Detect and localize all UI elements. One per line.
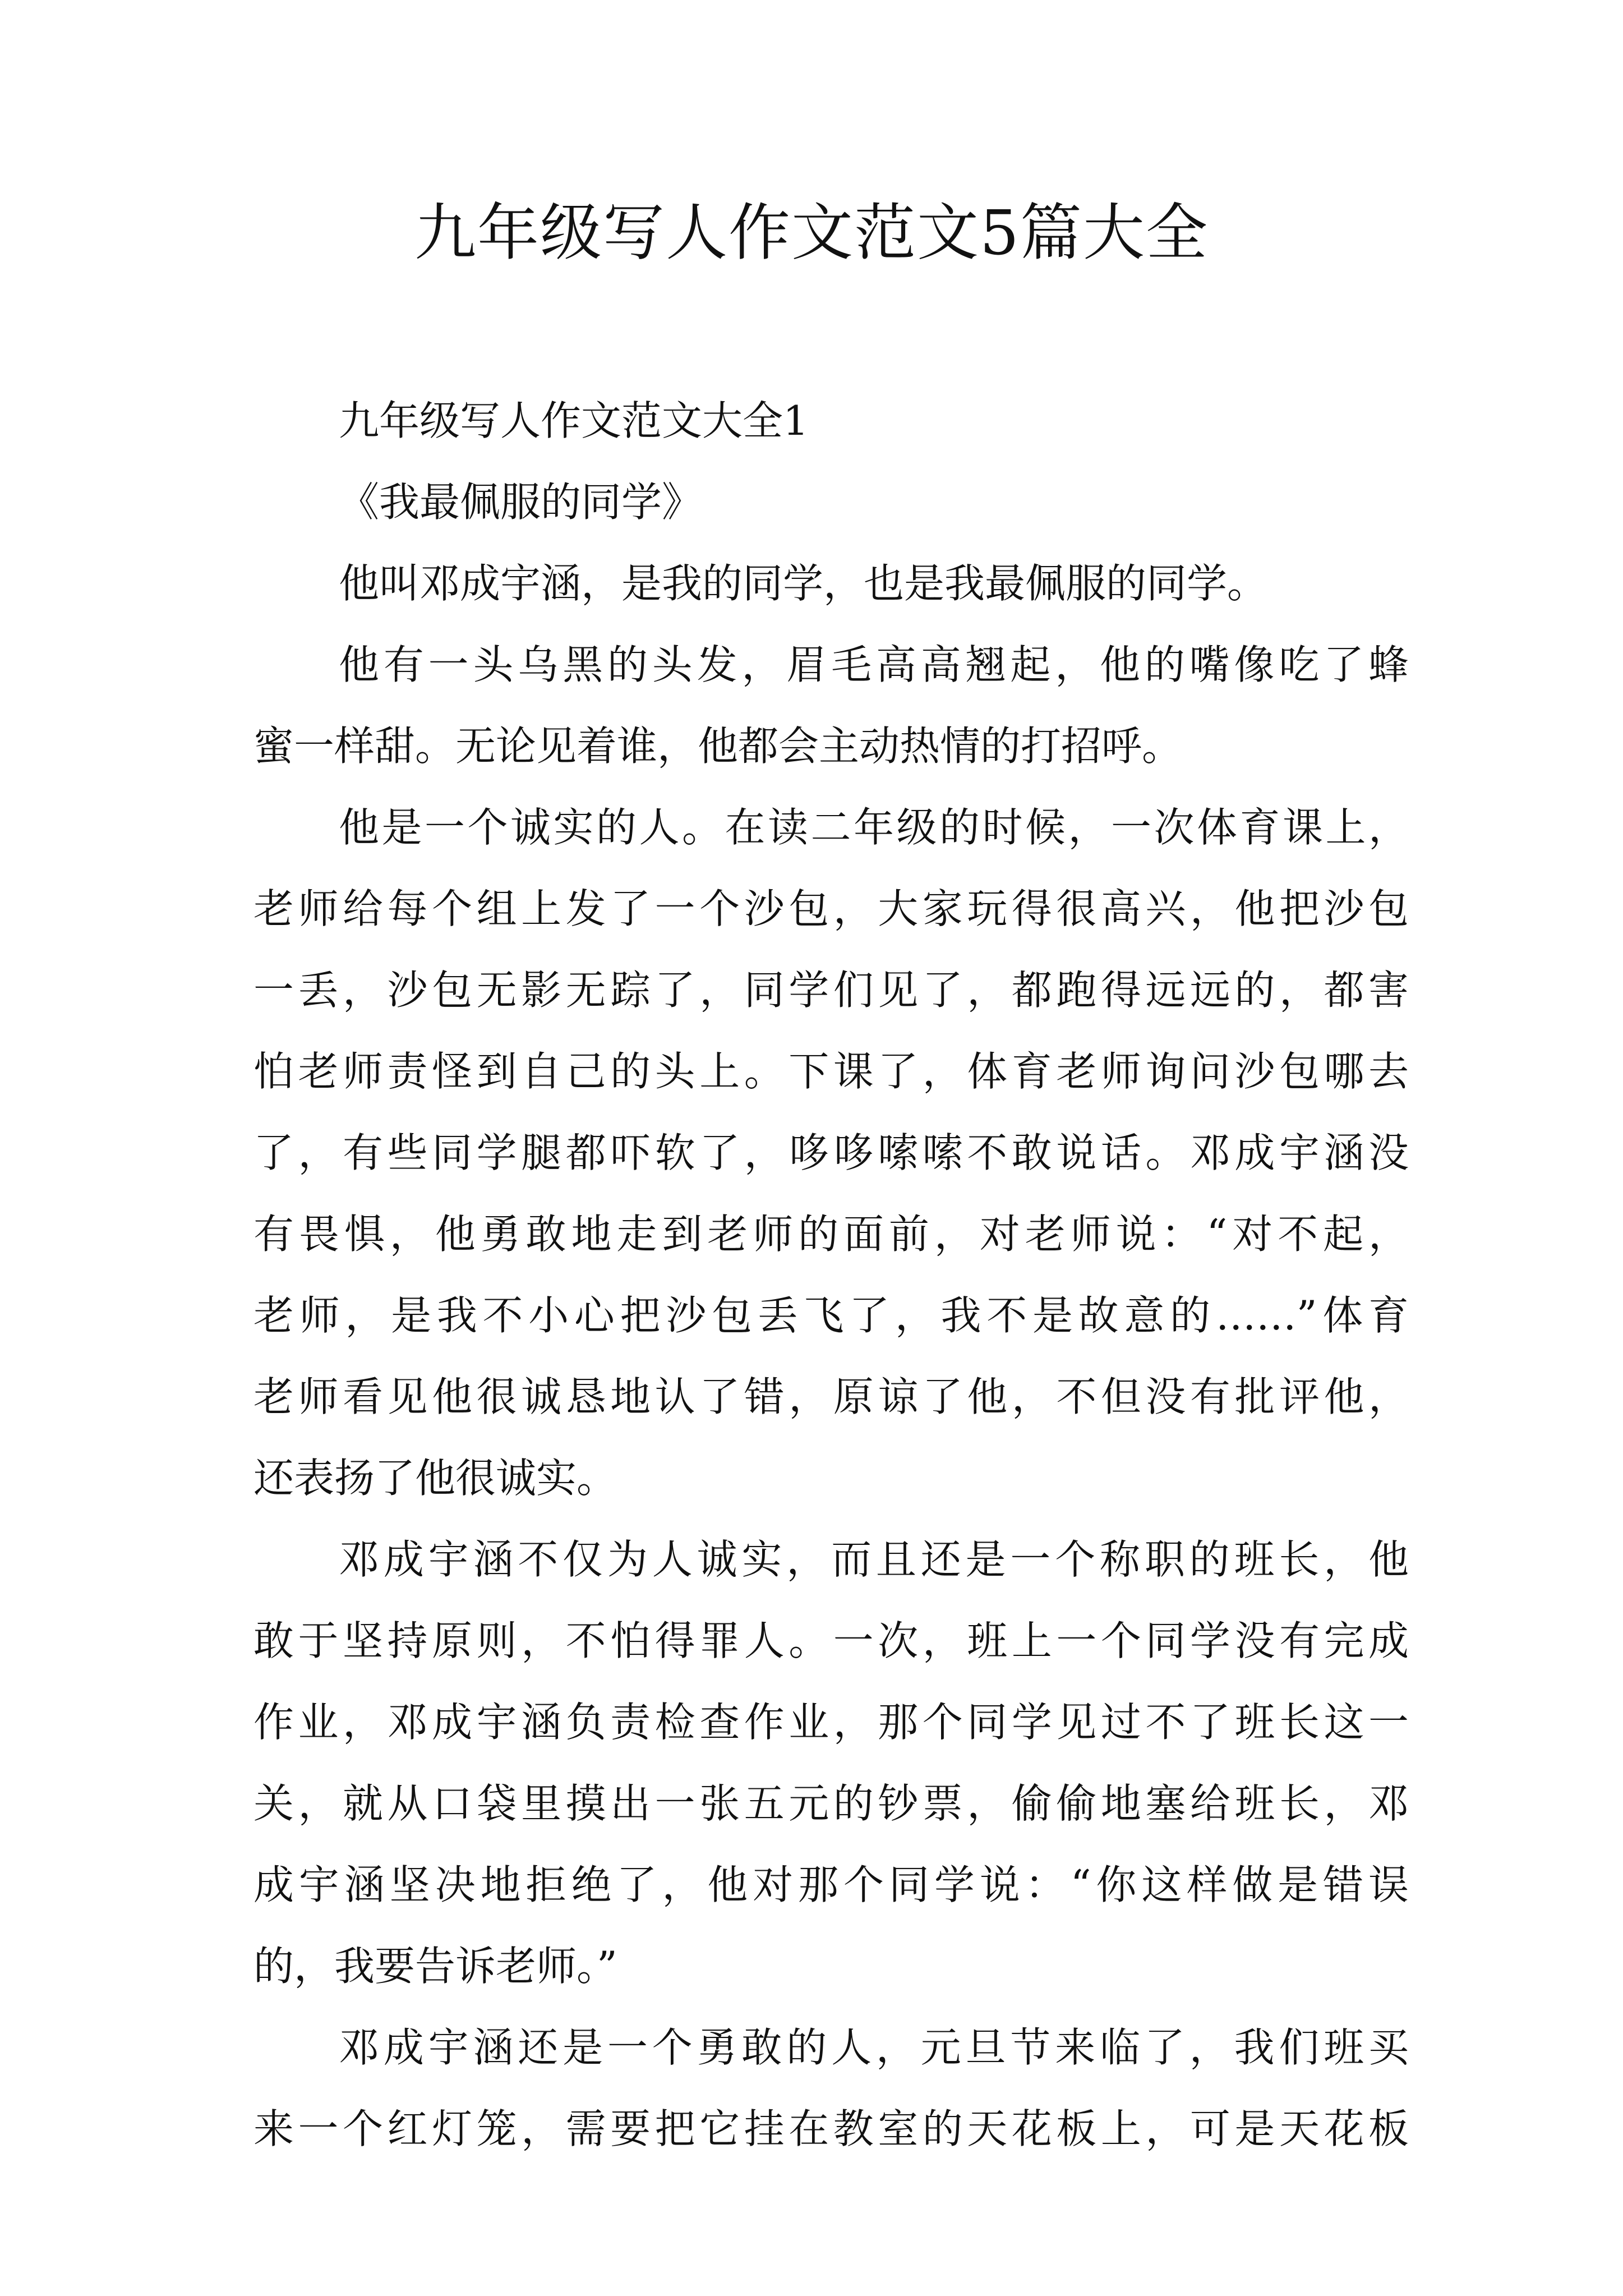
text-line: 他是一个诚实的人。在读二年级的时候，一次体育课上， [339,804,1409,851]
document-title: 九年级写人作文范文5篇大全 [414,197,1209,269]
text-line: 敢于坚持原则，不怕得罪人。一次，班上一个同学没有完成 [253,1617,1409,1664]
text-line: 怕老师责怪到自己的头上。下课了，体育老师询问沙包哪去 [253,1048,1409,1095]
text-line: 老师，是我不小心把沙包丢飞了，我不是故意的……”体育 [253,1292,1409,1339]
text-line: 还表扬了他很诚实。 [253,1455,617,1502]
text-line: 的，我要告诉老师。” [253,1943,617,1990]
text-line: 他有一头乌黑的头发，眉毛高高翘起，他的嘴像吃了蜂 [339,641,1409,688]
text-line: 一丢，沙包无影无踪了，同学们见了，都跑得远远的，都害 [253,967,1409,1014]
text-line: 老师看见他很诚恳地认了错，原谅了他，不但没有批评他， [253,1373,1409,1420]
text-line: 蜜一样甜。无论见着谁，他都会主动热情的打招呼。 [253,723,1183,770]
text-line: 关，就从口袋里摸出一张五元的钞票，偷偷地塞给班长，邓 [253,1780,1409,1827]
document-body [253,380,1409,2170]
text-line: 《我最佩服的同学》 [339,478,703,526]
text-line: 邓成宇涵不仅为人诚实，而且还是一个称职的班长，他 [339,1536,1409,1583]
text-line: 老师给每个组上发了一个沙包，大家玩得很高兴，他把沙包 [253,885,1409,932]
text-line: 有畏惧，他勇敢地走到老师的面前，对老师说：“对不起， [253,1211,1409,1258]
text-line: 九年级写人作文范文大全1 [339,397,809,444]
text-line: 邓成宇涵还是一个勇敢的人，元旦节来临了，我们班买 [339,2024,1409,2071]
text-line: 成宇涵坚决地拒绝了，他对那个同学说：“你这样做是错误 [253,1861,1409,1908]
text-line: 作业，邓成宇涵负责检查作业，那个同学见过不了班长这一 [253,1699,1409,1746]
text-line: 了，有些同学腿都吓软了，哆哆嗦嗦不敢说话。邓成宇涵没 [253,1129,1409,1176]
text-line: 来一个红灯笼，需要把它挂在教室的天花板上，可是天花板 [253,2105,1409,2152]
text-line: 他叫邓成宇涵，是我的同学，也是我最佩服的同学。 [339,560,1268,607]
